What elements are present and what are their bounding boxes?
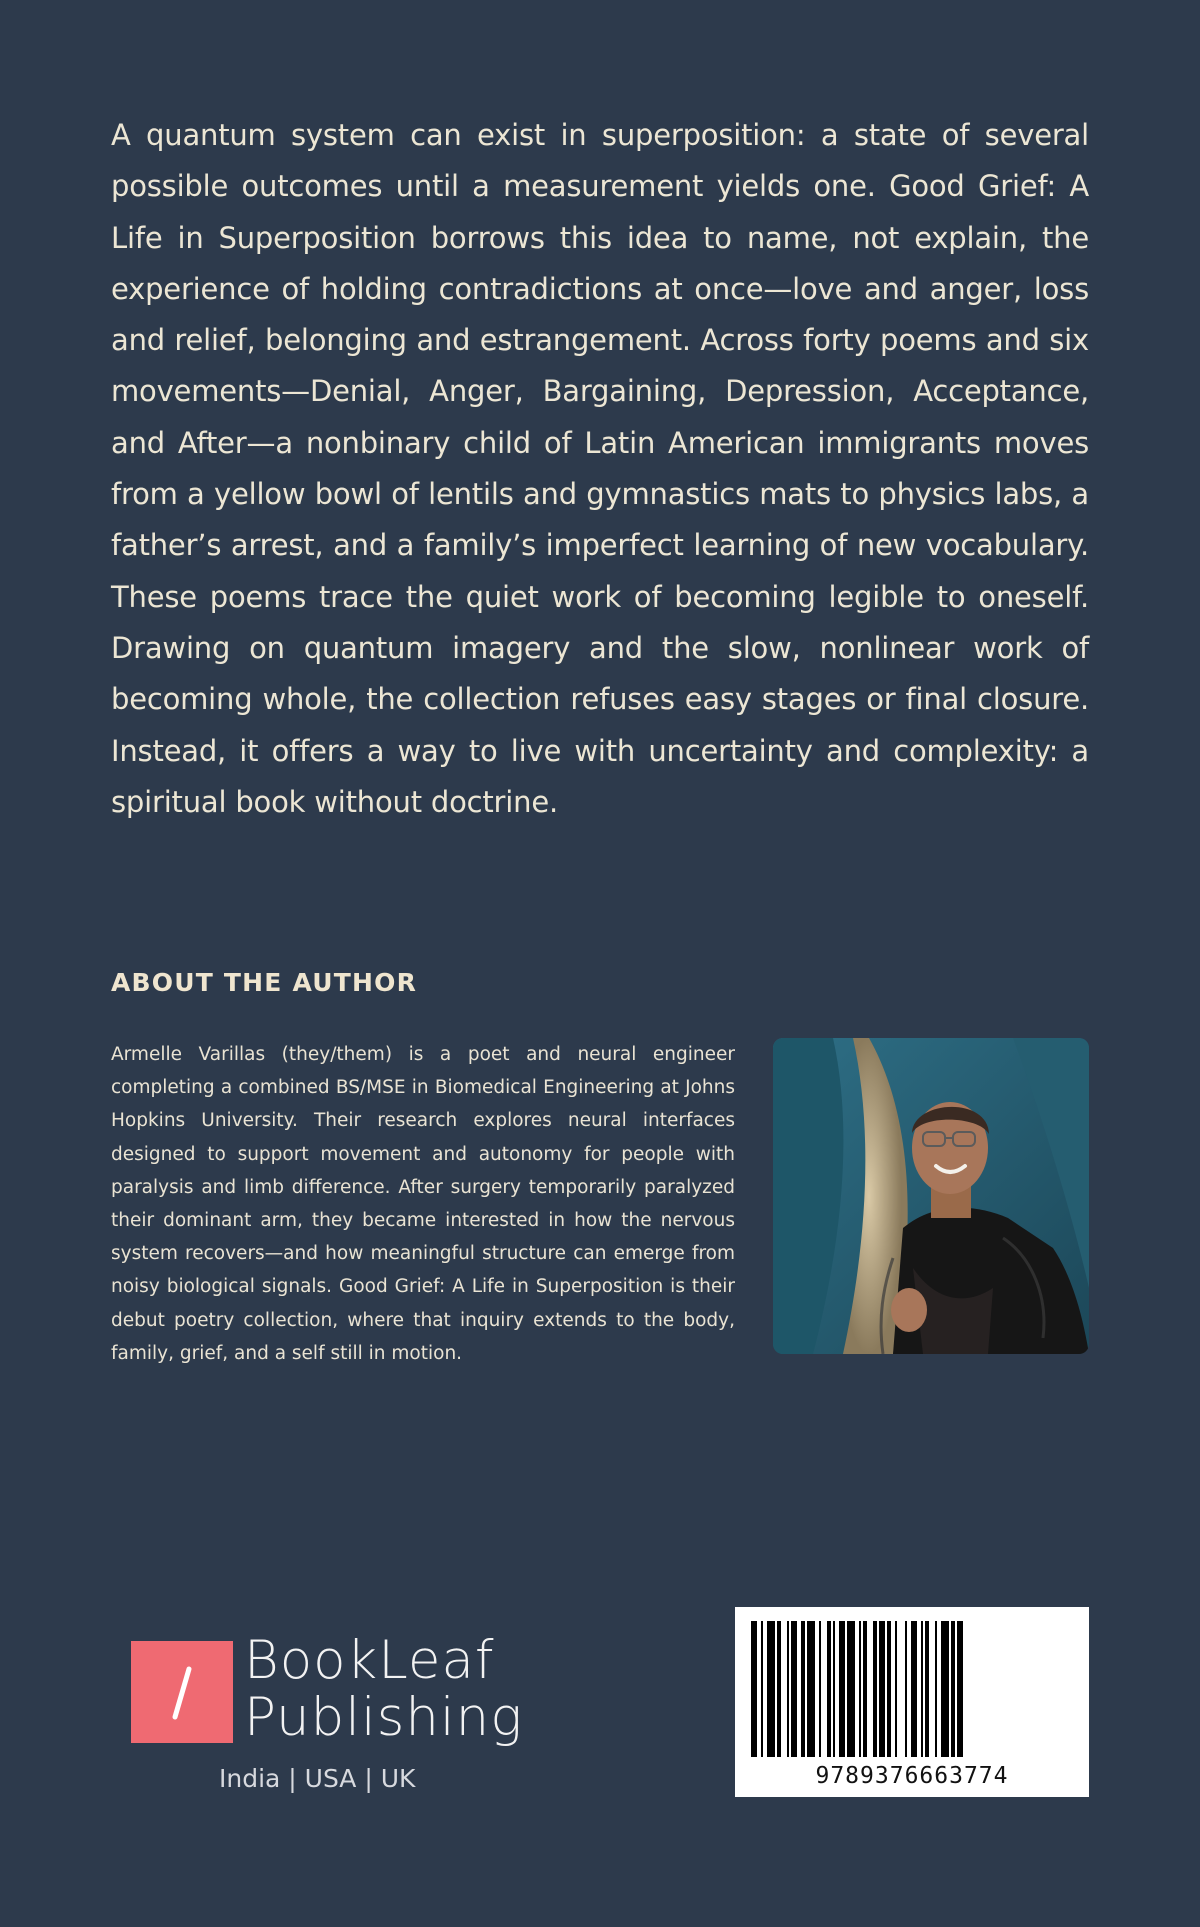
publisher-logo xyxy=(131,1632,531,1802)
author-bio: Armelle Varillas (they/them) is a poet and neural engineer completing a combined BS/MSE in Biomedical Engineering at Johns Hopkins University. Their research explores neural interfaces designed to support movement and autonomy for people with paralysis and limb difference. After surgery temporarily paralyzed their dominant arm, they became interested in how the nervous system recovers—and how meaningful structure can emerge from noisy biological signals. Good Grief: A Life in Superposition is their debut poetry collection, where that inquiry extends to the body, family, grief, and a self still in motion. xyxy=(111,1044,735,1364)
author-photo xyxy=(773,1038,1089,1354)
slash-mark-icon xyxy=(131,1641,233,1743)
about-author-heading: ABOUT THE AUTHOR xyxy=(111,968,418,997)
publisher-regions: India | USA | UK xyxy=(219,1764,416,1793)
publisher-name-line1: BookLeaf xyxy=(244,1630,495,1691)
publisher-name-line2: Publishing xyxy=(244,1687,524,1748)
barcode-bars xyxy=(749,1621,1075,1757)
isbn-barcode xyxy=(735,1607,1089,1797)
isbn-number: 9789376663774 xyxy=(815,1763,1009,1789)
book-blurb: A quantum system can exist in superposition: a state of several possible outcomes until a measurement yields one. Good Grief: A Life in Superposition borrows this idea to name, not explain, the experience of holding contradictions at once—love and anger, loss and relief, belonging and estrangement. Across forty poems and six movements—Denial, Anger, Bargaining, Depression, Acceptance, and After—a nonbinary child of Latin American immigrants moves from a yellow bowl of lentils and gymnastics mats to physics labs, a father’s arrest, and a family’s imperfect learning of new vocabulary. These poems trace the quiet work of becoming legible to oneself. Drawing on quantum imagery and the slow, nonlinear work of becoming whole, the collection refuses easy stages or final closure. Instead, it offers a way to live with uncertainty and complexity: a spiritual book without doctrine. xyxy=(111,118,1089,819)
